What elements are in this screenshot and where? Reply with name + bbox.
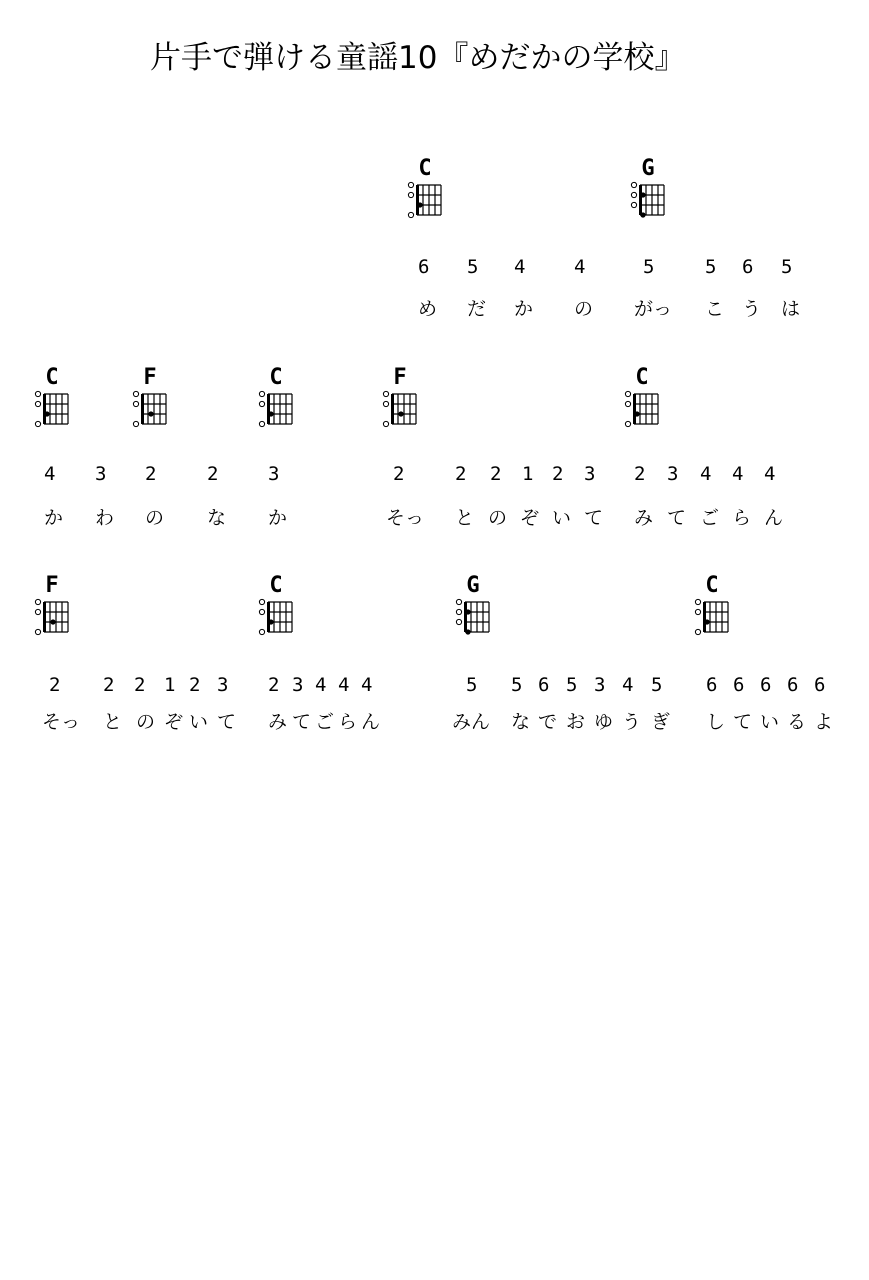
lyric-syllable: て — [217, 711, 237, 733]
lyric-syllable: る — [787, 711, 807, 733]
finger-dot — [398, 411, 403, 416]
open-string-marker — [35, 609, 40, 614]
open-string-marker — [35, 391, 40, 396]
open-string-marker — [625, 401, 630, 406]
page-title: 片手で弾ける童謡10『めだかの学校』 — [150, 40, 686, 76]
lyric-syllable: ぞ — [164, 711, 184, 733]
open-string-marker — [133, 391, 138, 396]
lyric-syllable: な — [511, 711, 531, 733]
chord-grid — [130, 390, 170, 432]
chord-name: C — [635, 365, 649, 390]
chord-name: C — [418, 156, 432, 181]
chord-name: F — [143, 365, 157, 390]
finger-dot — [640, 212, 645, 217]
lyric-syllable: ご — [700, 507, 720, 529]
finger-dot — [704, 619, 709, 624]
chord-diagram-F — [130, 366, 170, 436]
lyric-syllable: い — [552, 507, 572, 529]
open-string-marker — [259, 609, 264, 614]
lyric-syllable: い — [760, 711, 780, 733]
lyric-syllable: わ — [95, 507, 115, 529]
nut-line — [43, 394, 46, 424]
open-string-marker — [259, 421, 264, 426]
nut-line — [141, 394, 144, 424]
note-number: 2 — [103, 674, 115, 696]
chord-name: C — [269, 365, 283, 390]
finger-dot — [634, 411, 639, 416]
lyric-syllable: ら — [732, 507, 752, 529]
lyric-syllable: か — [268, 507, 288, 529]
lyric-syllable: て — [292, 711, 312, 733]
note-number: 5 — [705, 256, 717, 278]
lyric-syllable: か — [44, 507, 64, 529]
chord-diagram-C — [622, 366, 662, 436]
note-number: 2 — [189, 674, 201, 696]
note-number: 3 — [95, 463, 107, 485]
finger-dot — [640, 192, 645, 197]
chord-grid — [453, 598, 493, 640]
chord-name: G — [466, 573, 480, 598]
note-number: 2 — [145, 463, 157, 485]
note-number: 2 — [268, 674, 280, 696]
open-string-marker — [383, 421, 388, 426]
note-number: 6 — [706, 674, 718, 696]
lyric-syllable: か — [514, 298, 534, 320]
finger-dot — [44, 411, 49, 416]
note-number: 2 — [207, 463, 219, 485]
note-number: 4 — [361, 674, 373, 696]
lyric-syllable: め — [418, 298, 438, 320]
note-number: 2 — [634, 463, 646, 485]
note-number: 6 — [814, 674, 826, 696]
lyric-syllable: よ — [814, 711, 834, 733]
lyric-syllable: だ — [467, 298, 487, 320]
chord-name: C — [269, 573, 283, 598]
note-number: 1 — [164, 674, 176, 696]
finger-dot — [148, 411, 153, 416]
open-string-marker — [408, 192, 413, 197]
lyric-syllable: み — [634, 507, 654, 529]
lyric-syllable: の — [145, 507, 165, 529]
note-number: 4 — [764, 463, 776, 485]
lyric-syllable: お — [566, 711, 586, 733]
lyric-syllable: ご — [315, 711, 335, 733]
note-number: 4 — [700, 463, 712, 485]
nut-line — [703, 602, 706, 632]
open-string-marker — [456, 599, 461, 604]
note-number: 5 — [781, 256, 793, 278]
note-number: 5 — [566, 674, 578, 696]
open-string-marker — [695, 629, 700, 634]
lyric-syllable: て — [667, 507, 687, 529]
note-number: 5 — [651, 674, 663, 696]
chord-diagram-F — [380, 366, 420, 436]
finger-dot — [417, 202, 422, 207]
note-number: 2 — [490, 463, 502, 485]
note-number: 4 — [514, 256, 526, 278]
lyric-syllable: ら — [338, 711, 358, 733]
lyric-syllable: がっ — [634, 298, 673, 320]
open-string-marker — [133, 401, 138, 406]
open-string-marker — [456, 609, 461, 614]
open-string-marker — [259, 599, 264, 604]
lyric-syllable: こ — [705, 298, 725, 320]
lyric-syllable: の — [574, 298, 594, 320]
finger-dot — [268, 411, 273, 416]
open-string-marker — [408, 212, 413, 217]
chord-diagram-C — [692, 574, 732, 644]
note-number: 5 — [643, 256, 655, 278]
note-number: 2 — [134, 674, 146, 696]
note-number: 5 — [511, 674, 523, 696]
note-number: 4 — [315, 674, 327, 696]
nut-line — [43, 602, 46, 632]
open-string-marker — [456, 619, 461, 624]
open-string-marker — [408, 182, 413, 187]
lyric-syllable: と — [103, 711, 123, 733]
lyric-syllable: ん — [361, 711, 381, 733]
note-number: 3 — [667, 463, 679, 485]
lyric-syllable: は — [781, 298, 801, 320]
note-number: 3 — [217, 674, 229, 696]
lyric-syllable: で — [538, 711, 558, 733]
chord-name: C — [45, 365, 59, 390]
open-string-marker — [259, 391, 264, 396]
note-number: 3 — [268, 463, 280, 485]
open-string-marker — [259, 629, 264, 634]
chord-diagram-F — [32, 574, 72, 644]
note-number: 5 — [467, 256, 479, 278]
chord-diagram-G — [628, 157, 668, 227]
lyric-syllable: みん — [452, 711, 491, 733]
note-number: 2 — [455, 463, 467, 485]
note-number: 3 — [594, 674, 606, 696]
open-string-marker — [133, 421, 138, 426]
chord-grid — [32, 390, 72, 432]
open-string-marker — [383, 401, 388, 406]
lyric-syllable: と — [455, 507, 475, 529]
note-number: 4 — [574, 256, 586, 278]
lyric-syllable: て — [733, 711, 753, 733]
lyric-syllable: の — [136, 711, 156, 733]
chord-grid — [692, 598, 732, 640]
note-number: 6 — [760, 674, 772, 696]
open-string-marker — [625, 391, 630, 396]
nut-line — [639, 185, 642, 215]
lyric-syllable: し — [706, 711, 726, 733]
lyric-syllable: ぞ — [520, 507, 540, 529]
finger-dot — [465, 609, 470, 614]
lyric-syllable: な — [207, 507, 227, 529]
lyric-syllable: そっ — [42, 711, 81, 733]
lyric-syllable: ん — [764, 507, 784, 529]
nut-line — [267, 394, 270, 424]
lyric-syllable: そっ — [386, 507, 425, 529]
note-number: 3 — [584, 463, 596, 485]
open-string-marker — [695, 609, 700, 614]
open-string-marker — [35, 629, 40, 634]
note-number: 5 — [466, 674, 478, 696]
chord-name: C — [705, 573, 719, 598]
note-number: 4 — [732, 463, 744, 485]
chord-grid — [32, 598, 72, 640]
lyric-syllable: ゆ — [594, 711, 614, 733]
note-number: 4 — [338, 674, 350, 696]
chord-diagram-C — [256, 574, 296, 644]
open-string-marker — [631, 182, 636, 187]
open-string-marker — [35, 599, 40, 604]
chord-grid — [622, 390, 662, 432]
chord-diagram-C — [405, 157, 445, 227]
nut-line — [416, 185, 419, 215]
nut-line — [633, 394, 636, 424]
open-string-marker — [383, 391, 388, 396]
nut-line — [391, 394, 394, 424]
chord-name: F — [393, 365, 407, 390]
chord-diagram-G — [453, 574, 493, 644]
open-string-marker — [35, 401, 40, 406]
chord-grid — [628, 181, 668, 223]
chord-grid — [380, 390, 420, 432]
note-number: 6 — [538, 674, 550, 696]
finger-dot — [268, 619, 273, 624]
chord-grid — [405, 181, 445, 223]
open-string-marker — [259, 401, 264, 406]
lyric-syllable: い — [189, 711, 209, 733]
finger-dot — [465, 629, 470, 634]
chord-grid — [256, 390, 296, 432]
nut-line — [464, 602, 467, 632]
chord-diagram-C — [256, 366, 296, 436]
note-number: 2 — [49, 674, 61, 696]
note-number: 1 — [522, 463, 534, 485]
nut-line — [267, 602, 270, 632]
open-string-marker — [695, 599, 700, 604]
open-string-marker — [631, 192, 636, 197]
lyric-syllable: う — [742, 298, 762, 320]
chord-grid — [256, 598, 296, 640]
chord-name: G — [641, 156, 655, 181]
open-string-marker — [631, 202, 636, 207]
note-number: 4 — [44, 463, 56, 485]
note-number: 6 — [787, 674, 799, 696]
note-number: 2 — [393, 463, 405, 485]
note-number: 6 — [733, 674, 745, 696]
note-number: 6 — [418, 256, 430, 278]
chord-name: F — [45, 573, 59, 598]
lyric-syllable: う — [622, 711, 642, 733]
note-number: 3 — [292, 674, 304, 696]
finger-dot — [50, 619, 55, 624]
lyric-syllable: の — [488, 507, 508, 529]
chord-diagram-C — [32, 366, 72, 436]
note-number: 2 — [552, 463, 564, 485]
note-number: 6 — [742, 256, 754, 278]
note-number: 4 — [622, 674, 634, 696]
lyric-syllable: み — [268, 711, 288, 733]
open-string-marker — [35, 421, 40, 426]
lyric-syllable: て — [584, 507, 604, 529]
open-string-marker — [625, 421, 630, 426]
lyric-syllable: ぎ — [651, 711, 671, 733]
